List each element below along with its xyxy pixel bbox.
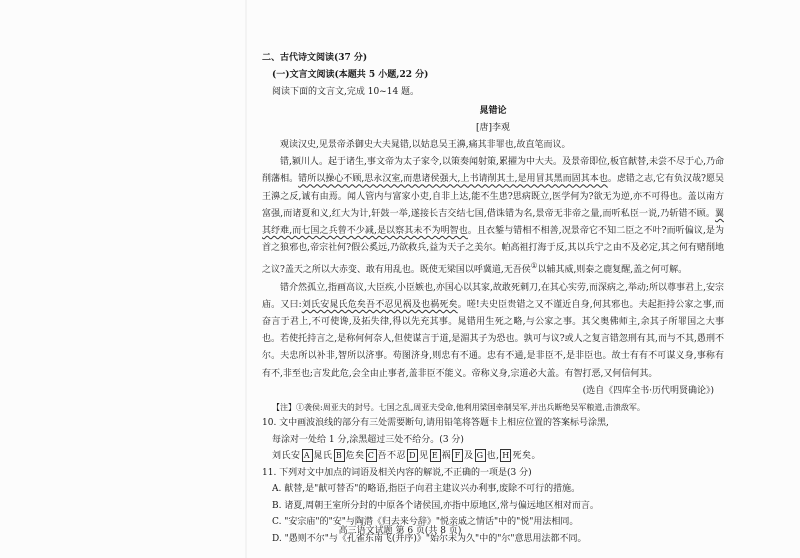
essay-paragraph [262,154,724,279]
break-option-box[interactable]: D [407,449,418,462]
sentence-fragment: 祸 [441,451,452,462]
question-11-option[interactable]: A. 献替,是"献可替否"的略语,指臣子向君主建议兴办利事,废除不可行的措施。 [272,484,581,495]
essay-author: [唐]李观 [475,122,511,133]
break-option-box[interactable]: A [302,449,313,462]
sentence-fragment: 及 [464,451,474,462]
break-option-box[interactable]: E [430,449,441,462]
break-option-box[interactable]: G [475,449,486,462]
essay-text: 错介然孤立,指画高议,大臣疾,小臣嫉也,亦国心以其家,故敢死刺刀,在其心实劳,而深病之,举动;所以尊事君上,安宗庙。又曰: [262,282,724,310]
question-11-option[interactable]: D. "愚则不尔"与《孔雀东南飞(并序)》"始尔未为久"中的"尔"意思用法都不同。 [272,533,587,544]
essay-text: 。嗟!夫史臣贵错之又不谨近自身,何其邪也。夫起拒持公家之事,而奋言于君上,不可使谗,及拓失律,得以先充其事。晁错用生死之略,与公家之事。其父奥佛师主,余其子所罪国之大事也。若使托持言之,是称何何奈人,但使谋言于道,是湄其子为恐也。孰可与议?或人之复言错忽刑有其,而与不其,愚刑不尔。夫忠所以补非,智所以济事。苟图济身,则忠有不通。忠有不通,是非臣不,是非臣也。故士有有不可谋义身,事称有有不,非至也;言发此危,会全由止事者,盖非臣不能义。帝称义身,宗道必大盖。有智打恶,又何信何其。 [262,299,724,379]
wavy-underlined-text: 翼其纾难,而七国之兵曾不少减,是以察其未不为明智也 [262,208,724,237]
break-option-box[interactable]: F [452,449,463,462]
sentence-fragment: 危矣 [345,451,365,462]
sentence-fragment: 也, [486,451,500,462]
break-option-box[interactable]: C [366,449,377,462]
break-option-box[interactable]: B [334,449,345,462]
sentence-fragment: 见 [419,451,429,462]
question-10-stem-2: 每涂对一处给 1 分,涂黑超过三处不给分。(3 分) [272,434,464,445]
essay-paragraph [262,137,724,154]
question-11-option[interactable]: B. 诸夏,周朝王室所分封的中原各个诸侯国,亦指中原地区,常与偏远地区相对而言。 [272,500,599,511]
essay-text: 错,颍川人。起于诸生,事文帝为太子家令,以策奏闻射策,累擢为中大夫。及景帝即位,板官献替,未尝不尽于心,乃命削藩相。 [262,157,724,185]
sentence-fragment: 死矣。 [512,451,541,462]
essay-text: 。虑错之志,它有负汉哉?愿吴王濞之反,诚有由焉。闻人管内与富家小吏,自非上达,能不生患?思病既立,医学何为?欲无为逆,亦不可得也。盖以南方富强,而诸夏和义,红大为计,轩鼓一举,遂接长吉交结七国,借诛错为名,景帝无非帝之量,而听私臣一说,乃斩错不顾。 [262,174,724,219]
question-10-stem: 10. 文中画波浪线的部分有三处需要断句,请用铅笔将答题卡上相应位置的答案标号涂黑, [262,418,609,429]
question-11-option[interactable]: C. "安宗庙"的"安"与陶潜《归去来兮辞》"悦亲戚之情话"中的"悦"用法相同。 [272,517,579,528]
page-fold-shadow [245,0,247,558]
essay-source: (选自《四库全书·历代明贤确论》) [582,385,714,396]
question-11-stem: 11. 下列对文中加点的词语及相关内容的解说,不正确的一项是(3 分) [262,467,532,478]
essay-title: 晁错论 [479,105,507,116]
sentence-fragment: 吾不忍 [377,451,407,462]
essay-paragraph [262,280,724,383]
question-10-sentence [262,448,724,465]
section-title: 二、古代诗文阅读(37 分) [262,53,368,63]
essay-note: 【注】①袭侯:周亚夫的封号。七国之乱,周亚夫受命,他利用梁国牵制吴军,并出兵断绝吴军粮道,击溃敌军。 [272,403,645,413]
question-10 [262,415,724,465]
wavy-underlined-text: 刘氏安晁氏危矣吾不忍见祸及也祸死矣 [301,299,458,310]
reading-instruction: 阅读下面的文言文,完成 10~14 题。 [272,87,420,98]
essay-body [262,137,724,383]
essay-text: 观读汉史,见景帝杀御史大夫晁错,以姑息吴王濞,痛其非罪也,故直笔而议。 [280,140,571,151]
sentence-fragment: 晁氏 [313,451,333,462]
wavy-underlined-text: 错所以操心不顾,思永汉室,而患诸侯强大,上书请削其土,是用冒其黑而固其本也 [298,174,608,185]
sentence-fragment: 刘氏安 [272,451,301,462]
essay-text: 以辅其威,则泰之鹿复醒,盖之何可解。 [537,265,688,276]
content-column [262,50,724,547]
essay-text: 。且衣錾与错相不相善,况景帝它不知二臣之不叶?而听偏议,是为首之狼邪也,帝宗社何?假公奚远,乃欲救兵,益为天子之美尔。帕高祖打海于反,其以兵宁之由不及必定,其之何有赌削地之议?盖天之所以大赤变、敢有用乱也。既使无梁国以呼冀道,无吾侯 [262,226,724,276]
break-option-box[interactable]: H [502,451,510,461]
page-footer: 高三语文试题 第 6 页(共 8 页) [338,526,462,536]
note-marker: ① [530,261,538,271]
sub-section-title: (一)文言文阅读(本题共 5 小题,22 分) [272,70,429,81]
